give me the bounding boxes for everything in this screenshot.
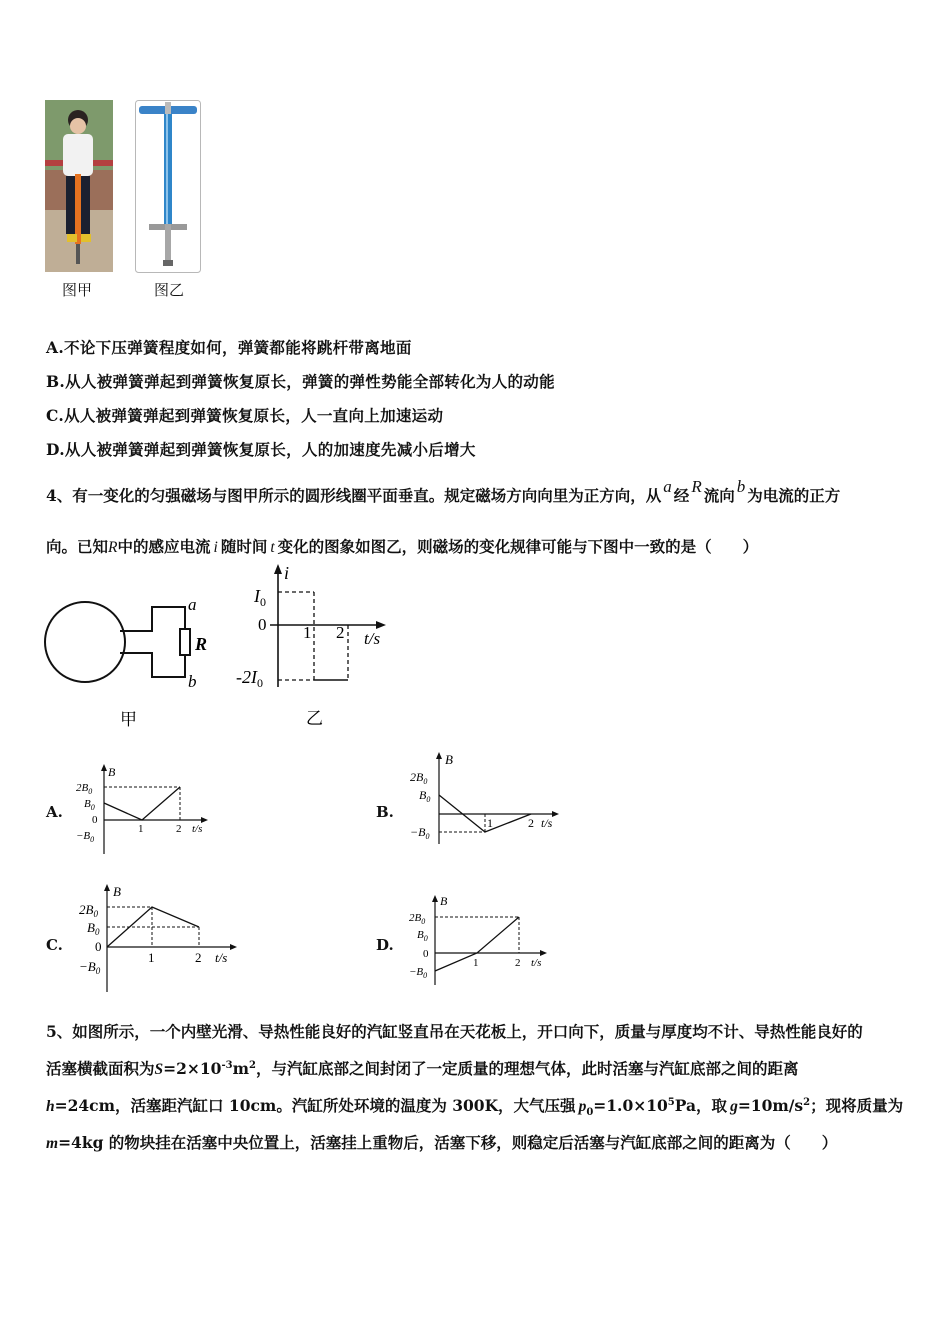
q4-option-d-letter: D. [376, 936, 394, 954]
label-B0: $B_0$ [417, 929, 428, 943]
label-B0: $B_0$ [419, 788, 431, 804]
x-arrow [540, 950, 547, 956]
q4-option-a-graph [72, 762, 222, 862]
axis-label-B: B [113, 884, 121, 899]
label-2B0: $2B_0$ [410, 770, 428, 786]
label-2B0: $2B_0$ [79, 902, 98, 919]
option-letter: A. [46, 338, 65, 357]
tick-2: 2 [528, 816, 534, 830]
caption-jia: 甲 [120, 710, 137, 729]
symbol-a: a [663, 477, 672, 496]
label-negB0: $-B_0$ [79, 959, 101, 976]
circuit-diagram-jia [40, 585, 225, 735]
q4-option-c-letter: C. [46, 936, 63, 954]
exponent: 5 [667, 1096, 675, 1108]
q4-stem-line2 [46, 535, 758, 557]
figure-jia-caption: 图甲 [62, 281, 93, 299]
tick-1: 1 [138, 823, 144, 835]
label-2B0: $2B_0$ [76, 782, 93, 796]
q5-text: =4kg 的物块挂在活塞中央位置上，活塞挂上重物后，活塞下移，则稳定后活塞与汽缸底部之间的距离为（ ） [58, 1133, 838, 1152]
axis-label-t: t/s [541, 816, 553, 830]
q4-stem-line1 [46, 477, 841, 506]
y-arrow [436, 752, 442, 759]
y-arrow [104, 884, 110, 891]
option-letter: B. [46, 372, 66, 391]
q5-text: ，与汽缸底部之间封闭了一定质量的理想气体，此时活塞与汽缸底部之间的距离 [255, 1059, 799, 1078]
option-letter: D. [46, 440, 65, 459]
option-text: 从人被弹簧弹起到弹簧恢复原长，弹簧的弹性势能全部转化为人的动能 [65, 372, 555, 391]
symbol-p: p [578, 1098, 587, 1115]
q3-option-a [46, 336, 412, 358]
q5-text: 活塞横截面积为 [46, 1059, 155, 1078]
option-text: 从人被弹簧弹起到弹簧恢复原长，人的加速度先减小后增大 [64, 440, 476, 459]
tick-1: 1 [303, 623, 312, 642]
current-time-graph-yi [230, 562, 400, 732]
y-arrow [101, 764, 107, 771]
q3-option-b [46, 370, 555, 392]
q4-option-d-graph [405, 893, 565, 993]
label-zero: 0 [95, 939, 102, 954]
axis-label-t: t/s [215, 950, 228, 965]
option-text: 从人被弹簧弹起到弹簧恢复原长，人一直向上加速运动 [64, 406, 444, 425]
q4-option-a-letter: A. [46, 803, 63, 821]
label-b: b [188, 672, 197, 691]
symbol-R: R [691, 477, 702, 496]
option-letter: C. [46, 406, 65, 425]
wire-bottom [120, 653, 185, 677]
symbol-b: b [736, 477, 746, 496]
label-2B0: $2B_0$ [409, 912, 426, 926]
option-text: 不论下压弹簧程度如何，弹簧都能将跳杆带离地面 [64, 338, 412, 357]
label-negB0: $-B_0$ [76, 830, 95, 844]
label-zero: 0 [92, 814, 98, 826]
boy-on-pogo-stick-image [45, 100, 113, 272]
axis-label-t: t/s [192, 823, 203, 835]
q4-text: 4、有一变化的匀强磁场与图甲所示的圆形线圈平面垂直。规定磁场方向向里为正方向，从 [46, 486, 662, 505]
q4-option-c-graph [75, 882, 245, 997]
q4-text: 变化的图象如图乙，则磁场的变化规律可能与下图中一致的是（ ） [277, 537, 759, 556]
symbol-t: t [270, 539, 275, 556]
symbol-h: h [46, 1098, 55, 1115]
exponent: 2 [803, 1096, 811, 1108]
x-arrow [376, 621, 386, 629]
label-B0: $B_0$ [87, 920, 100, 937]
label-negB0: $-B_0$ [409, 966, 428, 980]
pogo-stick-image [135, 100, 201, 273]
q5-text: =1.0×10 [593, 1096, 668, 1115]
q4-option-b-graph [405, 750, 575, 850]
q5-stem-line2 [46, 1057, 798, 1079]
axis-label-B: B [440, 894, 448, 908]
q5-text: m [232, 1059, 249, 1078]
y-arrow [274, 564, 282, 574]
symbol-S: S [154, 1061, 164, 1078]
axis-label-t: t/s [364, 629, 381, 648]
axis-label-i: i [284, 563, 290, 583]
figure-yi-photo [135, 100, 201, 273]
symbol-g: g [730, 1098, 738, 1115]
symbol-i: i [213, 539, 218, 556]
q4-text: 流向 [703, 486, 735, 505]
figure-jia-photo [45, 100, 113, 272]
label-R: R [195, 634, 208, 654]
axis-label-B: B [108, 765, 116, 779]
symbol-R: R [108, 539, 118, 556]
tick-1: 1 [473, 957, 479, 969]
tick-1: 1 [148, 950, 155, 965]
label-negB0: $-B_0$ [410, 825, 430, 841]
q4-text: 向。已知 [46, 537, 109, 556]
q4-text: 中的感应电流 [117, 537, 211, 556]
q5-stem-line4 [46, 1131, 837, 1153]
caption-yi: 乙 [306, 709, 323, 728]
exponent: -3 [221, 1059, 233, 1071]
x-arrow [552, 811, 559, 817]
label-zero: 0 [423, 948, 429, 960]
B-curve [104, 787, 180, 820]
tick-2: 2 [515, 957, 521, 969]
tick-2: 2 [336, 623, 345, 642]
axis-label-B: B [445, 752, 453, 767]
q5-text: =24cm，活塞距汽缸口 10cm。汽缸所处环境的温度为 300K，大气压强 [54, 1096, 576, 1115]
x-arrow [230, 944, 237, 950]
axis-label-t: t/s [531, 957, 542, 969]
q5-text: =10m/s [737, 1096, 804, 1115]
q3-option-d [46, 438, 476, 460]
label-B0: $B_0$ [84, 798, 95, 812]
q5-text: ；现将质量为 [810, 1096, 904, 1115]
tick-1: 1 [487, 816, 493, 830]
q5-text: Pa，取 [674, 1096, 728, 1115]
symbol-m: m [46, 1135, 59, 1152]
q5-text: =2×10 [163, 1059, 222, 1078]
q3-option-c [46, 404, 443, 426]
label-zero: 0 [258, 615, 267, 634]
label-a: a [188, 595, 197, 614]
tick-2: 2 [176, 823, 182, 835]
q5-stem-line1: 5、如图所示，一个内壁光滑、导热性能良好的汽缸竖直吊在天花板上，开口向下，质量与厚度均不计、导热性能良好的 [46, 1022, 863, 1041]
label-I0: $I_0$ [254, 586, 266, 609]
q4-text: 经 [673, 486, 690, 505]
wire-top [120, 607, 185, 631]
q4-option-b-letter: B. [376, 803, 394, 821]
subscript: 0 [586, 1107, 594, 1119]
q4-text: 随时间 [220, 537, 268, 556]
tick-2: 2 [195, 950, 202, 965]
label-neg2I0: $-2I_0$ [236, 667, 263, 690]
exponent: 2 [249, 1059, 256, 1071]
resistor-R [180, 629, 190, 655]
coil-circle [45, 602, 125, 682]
y-arrow [432, 895, 438, 902]
q4-text: 为电流的正方 [747, 486, 841, 505]
figure-yi-caption: 图乙 [154, 281, 185, 299]
q5-stem-line3 [46, 1094, 903, 1118]
